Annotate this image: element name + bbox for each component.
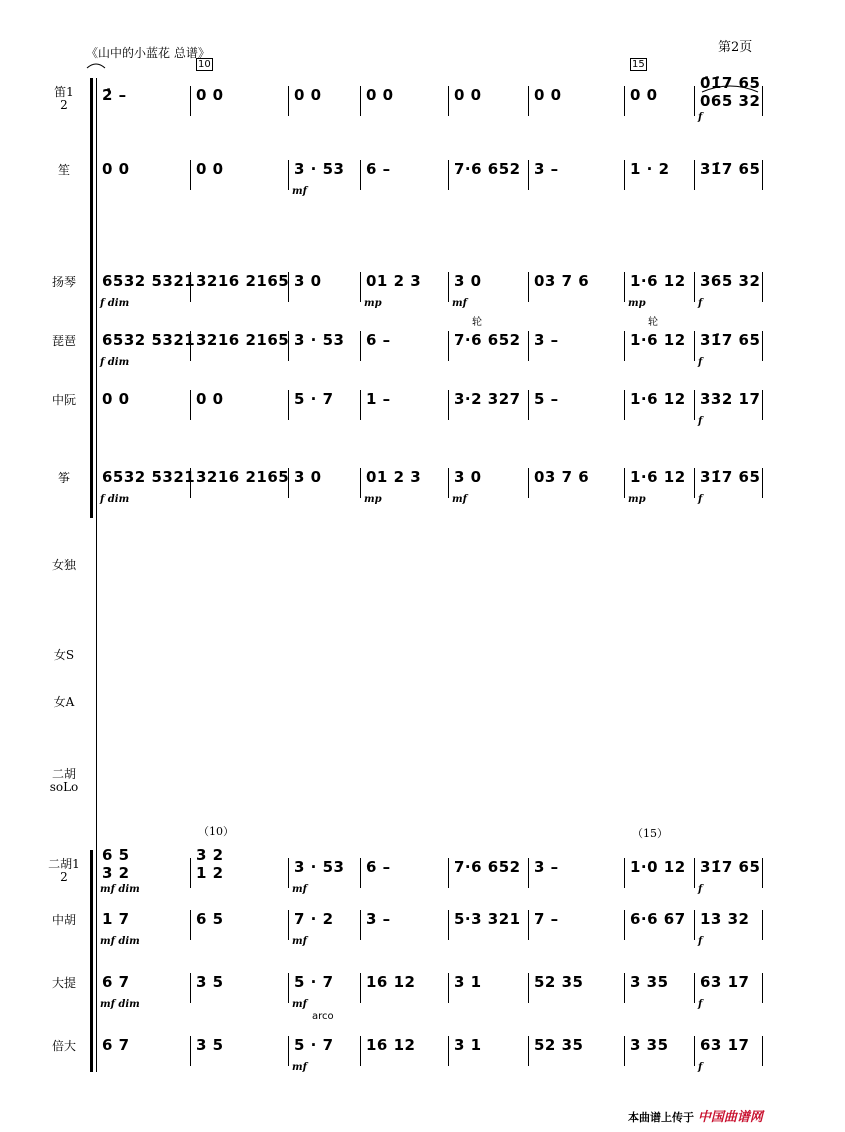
measure-notes: 63 17	[700, 1036, 750, 1054]
measure-notes: 6 –	[366, 160, 391, 178]
measure-notes: 5 · 7	[294, 390, 334, 408]
measure-notes: 7 –	[534, 910, 559, 928]
measure-notes: 16 12	[366, 973, 416, 991]
barline	[448, 1036, 449, 1066]
dynamic-mark: mf	[292, 186, 307, 197]
instrument-label-dati: 大提	[51, 976, 76, 990]
measure-notes: 6 5	[196, 910, 224, 928]
barline	[528, 160, 529, 190]
instrument-label-zhongruan: 中阮	[51, 393, 76, 407]
dynamic-mark: mf	[452, 298, 467, 309]
measure-number-10: 10	[198, 59, 211, 70]
measure-notes: 0 0	[366, 86, 394, 104]
measure-notes: 52 35	[534, 973, 584, 991]
rehearsal-15: （15）	[632, 827, 668, 840]
barline	[694, 86, 695, 116]
measure-notes: 365 32	[700, 272, 761, 290]
barline	[360, 858, 361, 888]
staff-pipa	[96, 317, 764, 369]
instrument-label-di: 笛1 2	[54, 85, 74, 112]
staff-zhonghu	[96, 910, 764, 948]
measure-notes: 0 0	[534, 86, 562, 104]
measure-notes: 2̇ –	[102, 86, 127, 104]
dynamic-mark: mf	[292, 884, 307, 895]
barline	[762, 390, 763, 420]
measure-notes: 03 7 6	[534, 468, 590, 486]
staff-zhongruan	[96, 390, 764, 428]
barline	[448, 910, 449, 940]
measure-notes: 7·6 652	[454, 331, 521, 349]
barline	[624, 86, 625, 116]
dynamic-mark: mf	[292, 999, 307, 1010]
barline	[448, 272, 449, 302]
technique-mark: 轮	[648, 317, 658, 328]
instrument-label-nvs: 女S	[53, 648, 75, 662]
barline	[762, 910, 763, 940]
barline	[762, 468, 763, 498]
barline	[694, 331, 695, 361]
dynamic-mark: f	[698, 416, 703, 427]
measure-notes: 6 –	[366, 331, 391, 349]
measure-number-15: 15	[632, 59, 645, 70]
barline	[190, 86, 191, 116]
barline	[360, 86, 361, 116]
barline	[624, 468, 625, 498]
barline	[360, 1036, 361, 1066]
barline	[694, 390, 695, 420]
barline	[360, 973, 361, 1003]
instrument-label-zheng: 筝	[57, 471, 70, 485]
barline	[528, 858, 529, 888]
measure-notes: 3 · 53	[294, 331, 345, 349]
dynamic-mark: mp	[364, 298, 382, 309]
barline	[694, 973, 695, 1003]
measure-notes: 3 35	[630, 1036, 669, 1054]
staff-di	[96, 74, 764, 124]
dynamic-mark: f	[698, 494, 703, 505]
instrument-label-sheng: 笙	[57, 163, 70, 177]
measure-notes: 3 · 53	[294, 858, 345, 876]
instrument-label-yangqin: 扬琴	[51, 275, 76, 289]
dynamic-mark: f dim	[100, 494, 130, 505]
barline	[694, 272, 695, 302]
measure-notes: 3 35	[630, 973, 669, 991]
measure-notes: 7·6 652	[454, 160, 521, 178]
measure-notes: 3 –	[366, 910, 391, 928]
barline	[448, 390, 449, 420]
measure-notes: 6 –	[366, 858, 391, 876]
staff-sheng	[96, 160, 764, 198]
staff-yangqin	[96, 272, 764, 310]
footer-text: 本曲谱上传于	[628, 1111, 694, 1124]
measure-notes: 3 2 1 2	[196, 846, 224, 882]
barline	[624, 910, 625, 940]
barline	[360, 331, 361, 361]
measure-notes: 3 0	[454, 272, 482, 290]
measure-notes: 6·6 67	[630, 910, 686, 928]
instrument-label-nva: 女A	[53, 695, 75, 709]
barline	[288, 86, 289, 116]
barline	[694, 910, 695, 940]
barline	[288, 858, 289, 888]
dynamic-mark: f	[698, 999, 703, 1010]
dynamic-mark: mf dim	[100, 936, 140, 947]
measure-notes: 7·6 652	[454, 858, 521, 876]
dynamic-mark: f	[698, 936, 703, 947]
barline	[762, 331, 763, 361]
dynamic-mark: f	[698, 357, 703, 368]
dynamic-mark: mf	[292, 936, 307, 947]
measure-notes: 332 17	[700, 390, 761, 408]
measure-notes: 1 7	[102, 910, 130, 928]
measure-notes: 0 0	[102, 390, 130, 408]
measure-notes: 5 · 7	[294, 1036, 334, 1054]
measure-notes: 13 32	[700, 910, 750, 928]
measure-notes: 16 12	[366, 1036, 416, 1054]
dynamic-mark: mp	[364, 494, 382, 505]
barline	[624, 973, 625, 1003]
barline	[762, 86, 763, 116]
instrument-label-erhu12: 二胡1 2	[48, 857, 80, 884]
instrument-label-beida: 倍大	[51, 1039, 76, 1053]
barline	[288, 390, 289, 420]
barline	[762, 973, 763, 1003]
measure-notes: 3 0	[294, 468, 322, 486]
measure-notes: 1·6 12	[630, 272, 686, 290]
measure-notes: 1·6 12	[630, 468, 686, 486]
dynamic-mark: mf dim	[100, 999, 140, 1010]
barline	[624, 272, 625, 302]
measure-notes: 0 0	[196, 160, 224, 178]
measure-notes: 5 · 7	[294, 973, 334, 991]
measure-notes: 3·2 327	[454, 390, 521, 408]
barline	[528, 1036, 529, 1066]
measure-notes: 31̇7 65	[700, 160, 761, 178]
measure-notes: 0 0	[102, 160, 130, 178]
dynamic-mark: mf dim	[100, 884, 140, 895]
measure-notes: 0 0	[630, 86, 658, 104]
dynamic-mark: f	[698, 112, 703, 123]
measure-notes: 3 5	[196, 973, 224, 991]
dynamic-mark: mf	[452, 494, 467, 505]
barline	[528, 86, 529, 116]
measure-notes: 6532 5321	[102, 331, 196, 349]
barline	[360, 390, 361, 420]
measure-notes: 1·0 12	[630, 858, 686, 876]
measure-notes: 3 –	[534, 858, 559, 876]
dynamic-mark: f	[698, 298, 703, 309]
measure-notes: 31̇7 65	[700, 331, 761, 349]
staff-dati	[96, 973, 764, 1022]
measure-notes: 1·6 12	[630, 331, 686, 349]
measure-notes: 3216 2165	[196, 272, 290, 290]
instrument-label-erhu_solo: 二胡 soLo	[49, 767, 79, 794]
measure-notes: 0 0	[196, 390, 224, 408]
dynamic-mark: mp	[628, 298, 646, 309]
barline	[528, 973, 529, 1003]
barline	[360, 468, 361, 498]
dynamic-mark: f	[698, 884, 703, 895]
site-logo: 中国曲谱网	[697, 1110, 763, 1125]
measure-notes: 31̇7 65	[700, 858, 761, 876]
barline	[624, 1036, 625, 1066]
measure-notes: 3 1	[454, 1036, 482, 1054]
barline	[528, 468, 529, 498]
barline	[448, 468, 449, 498]
barline	[288, 910, 289, 940]
barline	[190, 858, 191, 888]
instrument-label-nvdu: 女独	[51, 558, 76, 572]
barline	[448, 858, 449, 888]
measure-notes: 3 1	[454, 973, 482, 991]
barline	[694, 858, 695, 888]
barline	[762, 272, 763, 302]
barline	[624, 390, 625, 420]
barline	[762, 160, 763, 190]
barline	[528, 910, 529, 940]
technique-mark: 轮	[472, 317, 482, 328]
measure-notes: 31̇7 65	[700, 468, 761, 486]
measure-notes: 3216 2165	[196, 468, 290, 486]
barline	[528, 390, 529, 420]
barline	[528, 272, 529, 302]
measure-notes: 6 5 3 2	[102, 846, 130, 882]
system-bracket-bottom	[90, 850, 93, 1072]
barline	[190, 973, 191, 1003]
measure-notes: 63 17	[700, 973, 750, 991]
barline	[190, 390, 191, 420]
barline	[762, 1036, 763, 1066]
instrument-label-zhonghu: 中胡	[51, 913, 76, 927]
dynamic-mark: f	[698, 1062, 703, 1073]
measure-notes: 0 0	[454, 86, 482, 104]
rehearsal-10: （10）	[198, 825, 234, 838]
measure-notes: 3 –	[534, 160, 559, 178]
measure-notes: 0̇1̇7 65 065 32	[700, 74, 761, 110]
footer-watermark	[628, 1106, 763, 1125]
system-bracket-top	[90, 78, 93, 518]
measure-notes: 6 7	[102, 1036, 130, 1054]
barline	[448, 331, 449, 361]
barline	[762, 858, 763, 888]
measure-notes: 3 –	[534, 331, 559, 349]
measure-notes: 5·3 321	[454, 910, 521, 928]
measure-notes: 0 0	[196, 86, 224, 104]
barline	[360, 910, 361, 940]
measure-notes: 7 · 2	[294, 910, 334, 928]
dynamic-mark: f dim	[100, 298, 130, 309]
barline	[624, 331, 625, 361]
measure-notes: 3216 2165	[196, 331, 290, 349]
dynamic-mark: f dim	[100, 357, 130, 368]
technique-mark: arco	[312, 1011, 334, 1022]
barline	[624, 160, 625, 190]
score-title: 《山中的小蓝花 总谱》	[86, 46, 210, 60]
staff-beida	[96, 1036, 764, 1074]
measure-notes: 1·6 12	[630, 390, 686, 408]
measure-notes: 5 –	[534, 390, 559, 408]
staff-zheng	[96, 468, 764, 506]
measure-notes: 1 –	[366, 390, 391, 408]
barline	[448, 160, 449, 190]
barline	[360, 272, 361, 302]
measure-notes: 1 · 2	[630, 160, 670, 178]
staff-erhu12	[96, 846, 764, 896]
measure-notes: 6 7	[102, 973, 130, 991]
measure-notes: 6532 5321	[102, 272, 196, 290]
barline	[528, 331, 529, 361]
barline	[448, 86, 449, 116]
measure-notes: 3 0	[454, 468, 482, 486]
measure-notes: 3 0	[294, 272, 322, 290]
barline	[624, 858, 625, 888]
measure-notes: 3 5	[196, 1036, 224, 1054]
barline	[448, 973, 449, 1003]
barline	[694, 160, 695, 190]
measure-notes: 01 2 3	[366, 272, 422, 290]
barline	[360, 160, 361, 190]
barline	[288, 160, 289, 190]
measure-notes: 52 35	[534, 1036, 584, 1054]
barline	[288, 1036, 289, 1066]
instrument-label-pipa: 琵琶	[51, 334, 76, 348]
slur-mark	[86, 60, 106, 70]
barline	[190, 1036, 191, 1066]
barline	[694, 468, 695, 498]
barline	[694, 1036, 695, 1066]
dynamic-mark: mf	[292, 1062, 307, 1073]
measure-notes: 01 2 3	[366, 468, 422, 486]
measure-notes: 6532 5321	[102, 468, 196, 486]
dynamic-mark: mp	[628, 494, 646, 505]
page-number: 第2页	[718, 40, 753, 55]
measure-notes: 0 0	[294, 86, 322, 104]
measure-notes: 3 · 53	[294, 160, 345, 178]
barline	[288, 973, 289, 1003]
measure-notes: 03 7 6	[534, 272, 590, 290]
barline	[190, 910, 191, 940]
barline	[190, 160, 191, 190]
